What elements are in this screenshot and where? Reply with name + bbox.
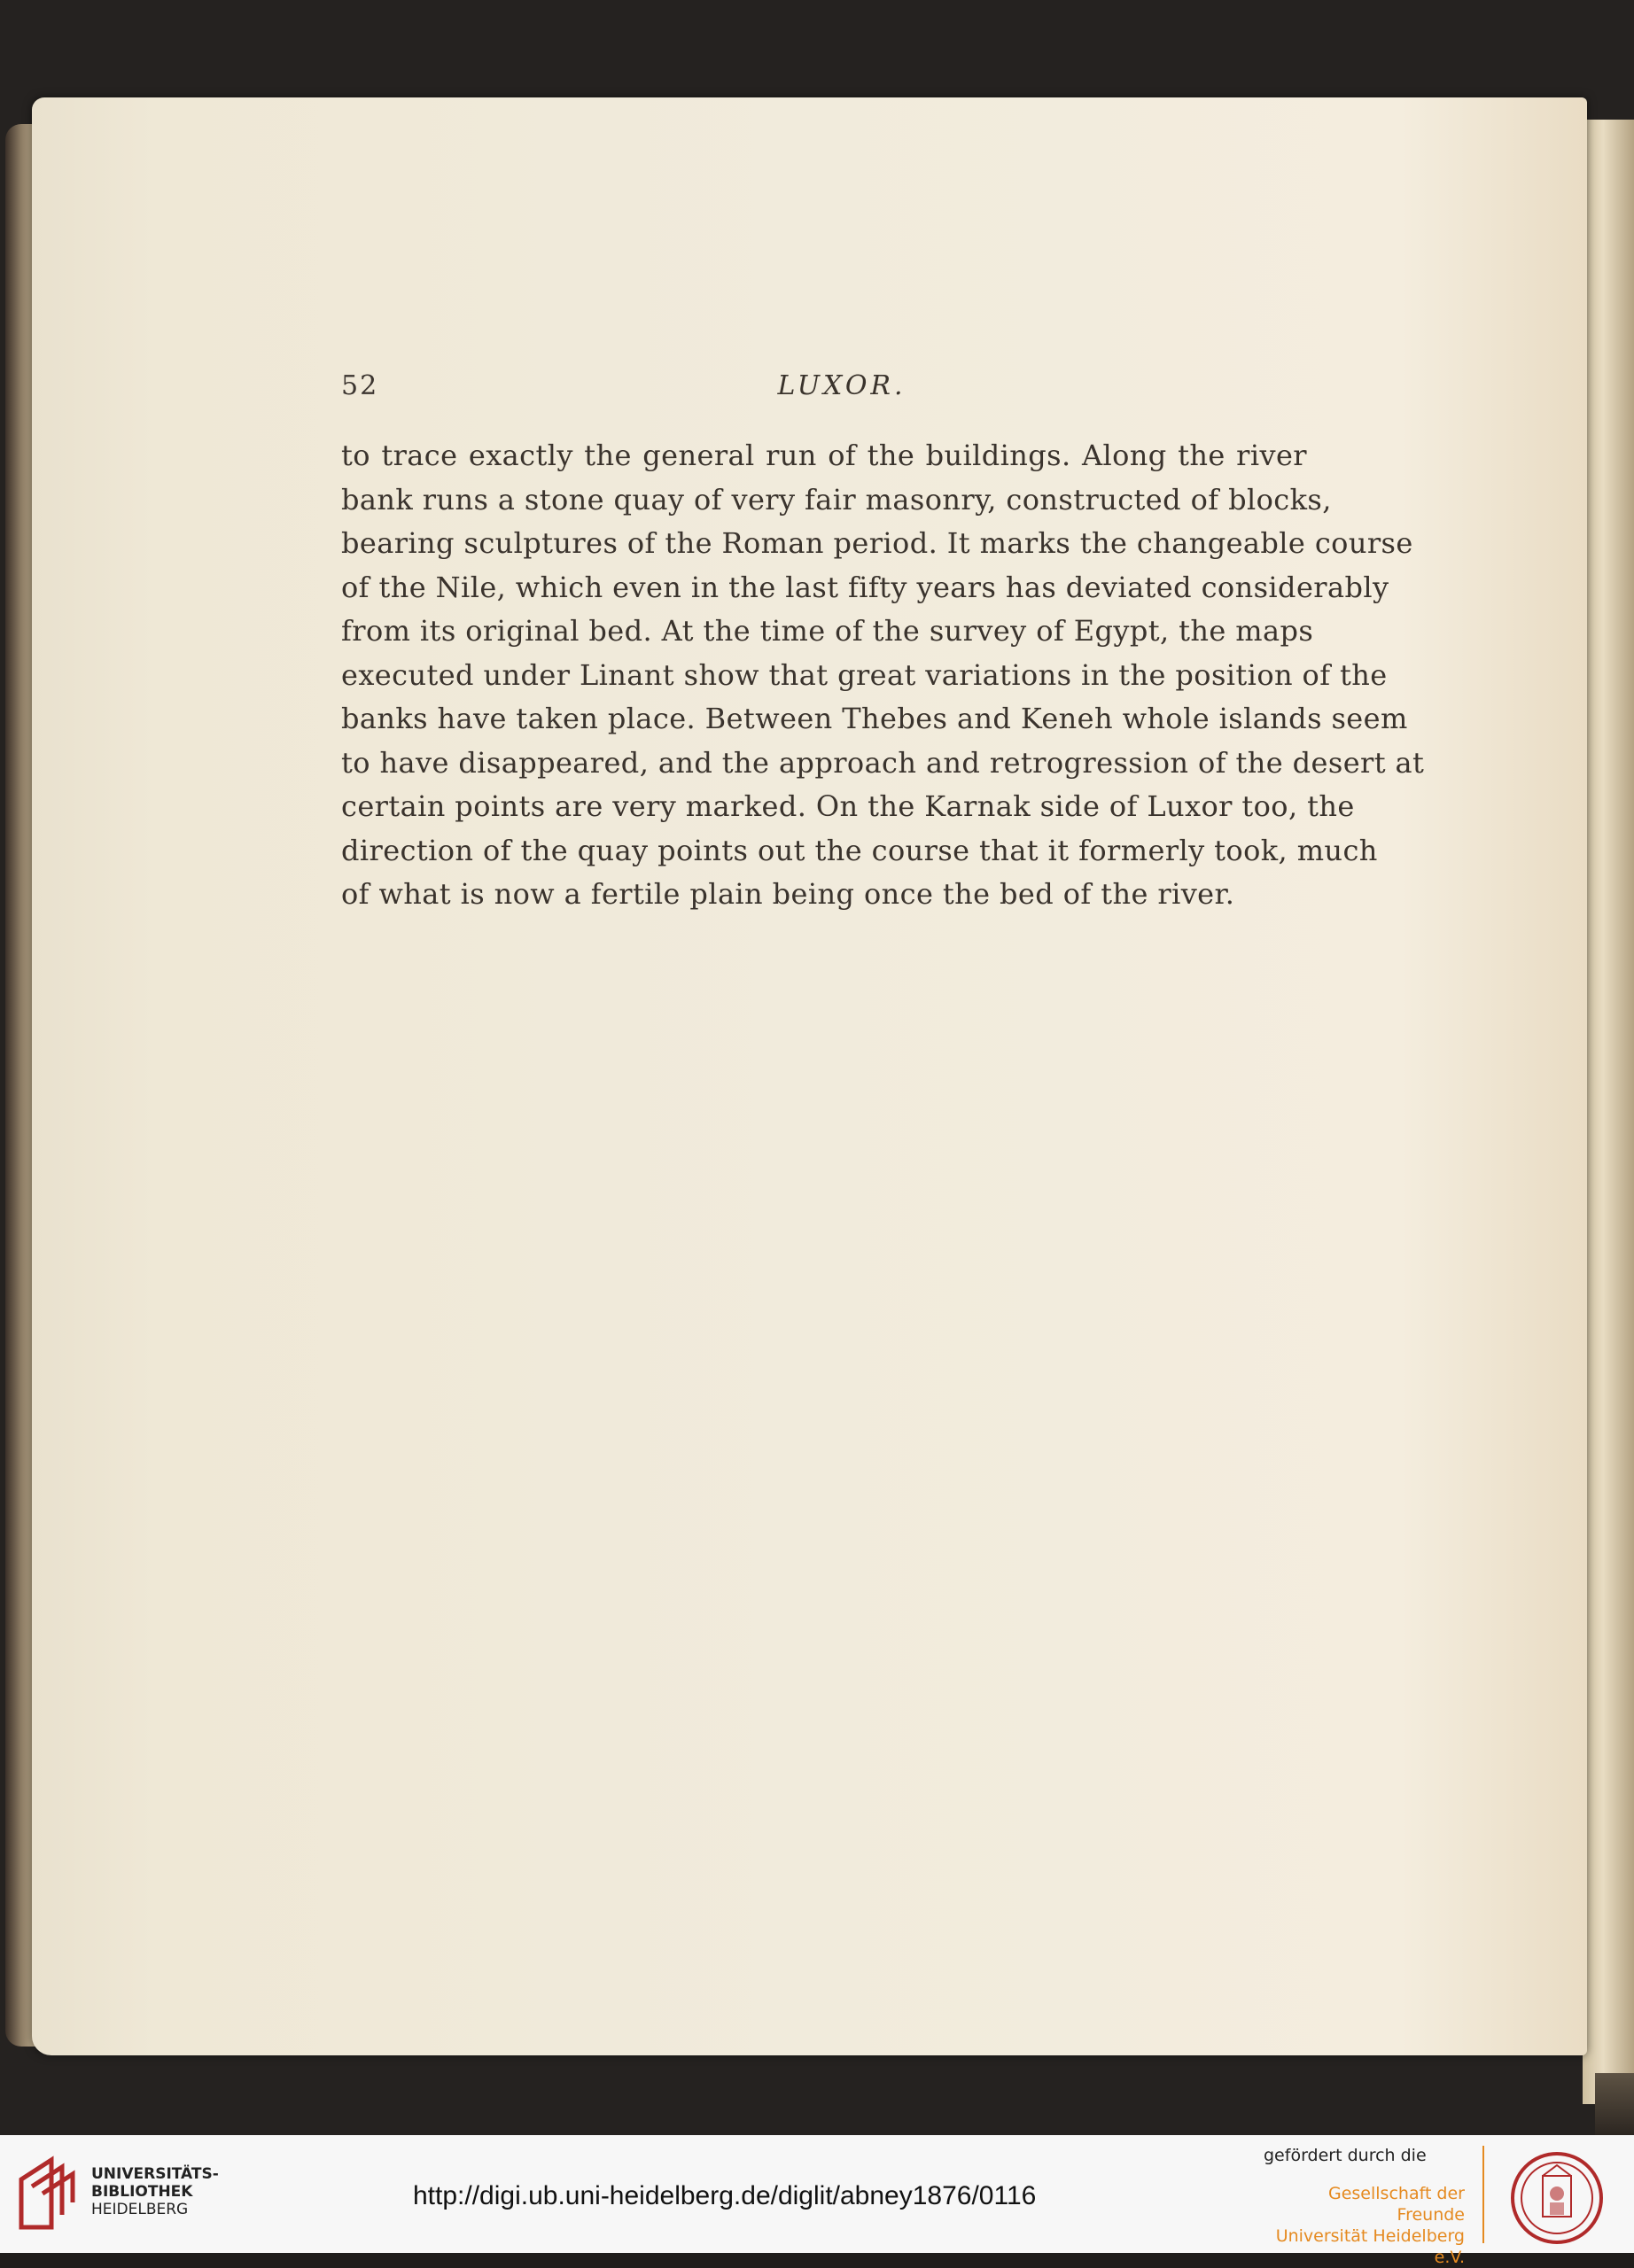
page-number: 52 — [341, 370, 379, 401]
text-line: certain points are very marked. On the Karnak side of Luxor too, the — [341, 789, 1355, 823]
page-edge-shadow — [1595, 2073, 1634, 2135]
page-header — [0, 370, 1634, 415]
university-library-logo-icon[interactable] — [16, 2153, 78, 2234]
footer-divider — [1482, 2146, 1484, 2243]
footer-bar — [0, 2135, 1634, 2267]
text-line: bearing sculptures of the Roman period. It marks the changeable course — [341, 526, 1413, 560]
text-line: executed under Linant show that great variations in the position of the — [341, 657, 1388, 692]
body-text — [341, 434, 1425, 917]
university-seal-icon — [1504, 2149, 1610, 2247]
sponsor-lead-text: gefördert durch die — [1264, 2146, 1427, 2165]
page-edge-right — [1583, 120, 1634, 2104]
text-line: of the Nile, which even in the last fifty years has deviated considerably — [341, 570, 1389, 604]
library-name — [91, 2165, 219, 2218]
sponsor-name-line: Gesellschaft der Freunde — [1328, 2184, 1465, 2225]
permalink-url[interactable]: http://digi.ub.uni-heidelberg.de/diglit/abney1876/0116 — [413, 2181, 1037, 2210]
running-title: LUXOR. — [777, 370, 906, 401]
text-line: of what is now a fertile plain being once the bed of the river. — [341, 877, 1235, 911]
sponsor-name-line: Universität Heidelberg e.V. — [1275, 2226, 1465, 2267]
text-line: to have disappeared, and the approach and retrogression of the desert at — [341, 745, 1425, 780]
text-line: bank runs a stone quay of very fair masonry, constructed of blocks, — [341, 482, 1332, 517]
text-line: to trace exactly the general run of the buildings. Along the river — [341, 439, 1307, 472]
text-line: direction of the quay points out the course that it formerly took, much — [341, 833, 1378, 867]
text-line: banks have taken place. Between Thebes and Keneh whole islands seem — [341, 702, 1408, 735]
text-line: from its original bed. At the time of the survey of Egypt, the maps — [341, 614, 1314, 648]
library-name-line: HEIDELBERG — [91, 2201, 189, 2218]
library-name-line: UNIVERSITÄTS- — [91, 2165, 219, 2183]
library-name-line: BIBLIOTHEK — [91, 2183, 193, 2201]
sponsor-name[interactable] — [1274, 2183, 1465, 2268]
